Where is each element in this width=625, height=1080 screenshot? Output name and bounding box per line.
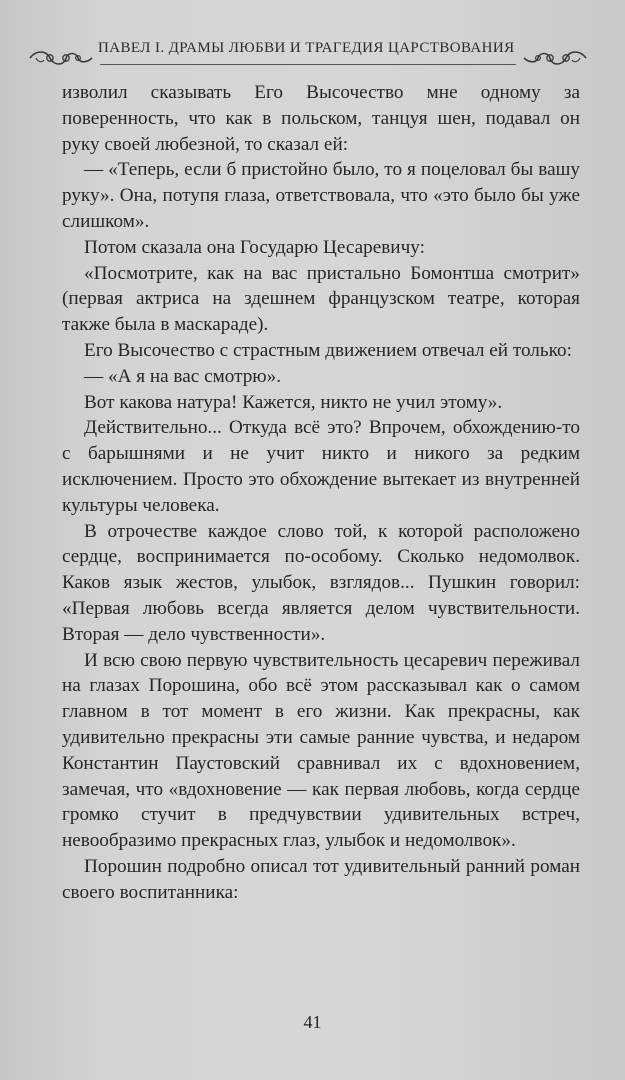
paragraph: Действительно... Откуда всё это? Впрочем, обхождению-то с барышнями и не учит никто и никого за редким исключением. Просто это обхождение вытекает из внутренней культуры человека. (62, 417, 580, 516)
paragraph: В отрочестве каждое слово той, к которой расположено сердце, воспринимается по-особому. Сколько недомолвок. Каков язык жестов, улыбок, взглядов... Пушкин говорил: «Первая любовь всегда является делом чувствительности. Вторая — дело чувственности». (62, 520, 580, 645)
paragraph: Потом сказала она Государю Цесаревичу: (84, 236, 425, 258)
scroll-ornament-icon (520, 46, 590, 70)
paragraph: И всю свою первую чувствительность цесаревич переживал на глазах Порошина, обо всё этом рассказывал как о самом главном в тот момент в его жизни. Как прекрасны, как удивительно прекрасны эти самые ранние чувства, и недаром Константин Паустовский сравнивал их с вдохновением, замечая, что «вдохновение — как первая любовь, когда сердце громко стучит в предчувствии удивительных встреч, невообразимо прекрасных глаз, улыбок и недомолвок». (62, 649, 580, 852)
paragraph: Порошин подробно описал тот удивительный ранний роман своего воспитанника: (62, 855, 580, 903)
page-number: 41 (303, 1012, 322, 1032)
paragraph: изволил сказывать Его Высочество мне одному за поверенность, что как в польском, танцуя шен, подавал он руку своей любезной, то сказал ей: (62, 82, 580, 155)
paragraph: Его Высочество с страстным движением отвечал ей только: (84, 339, 572, 361)
body-text (62, 80, 580, 906)
header-divider (100, 64, 516, 65)
paragraph: — «Теперь, если б пристойно было, то я поцеловал бы вашу руку». Она, потупя глаза, ответствовала, что «это было бы уже слишком». (62, 159, 580, 232)
paragraph: «Посмотрите, как на вас пристально Бомонтша смотрит» (первая актриса на здешнем французском театре, которая также была в маскараде). (62, 262, 580, 336)
paragraph: — «А я на вас смотрю». (84, 365, 282, 387)
scroll-ornament-icon (26, 46, 96, 70)
running-header (0, 34, 625, 84)
header-title: ПАВЕЛ I. ДРАМЫ ЛЮБВИ И ТРАГЕДИЯ ЦАРСТВОВАНИЯ (98, 40, 515, 56)
paragraph: Вот какова натура! Кажется, никто не учил этому». (84, 391, 503, 413)
